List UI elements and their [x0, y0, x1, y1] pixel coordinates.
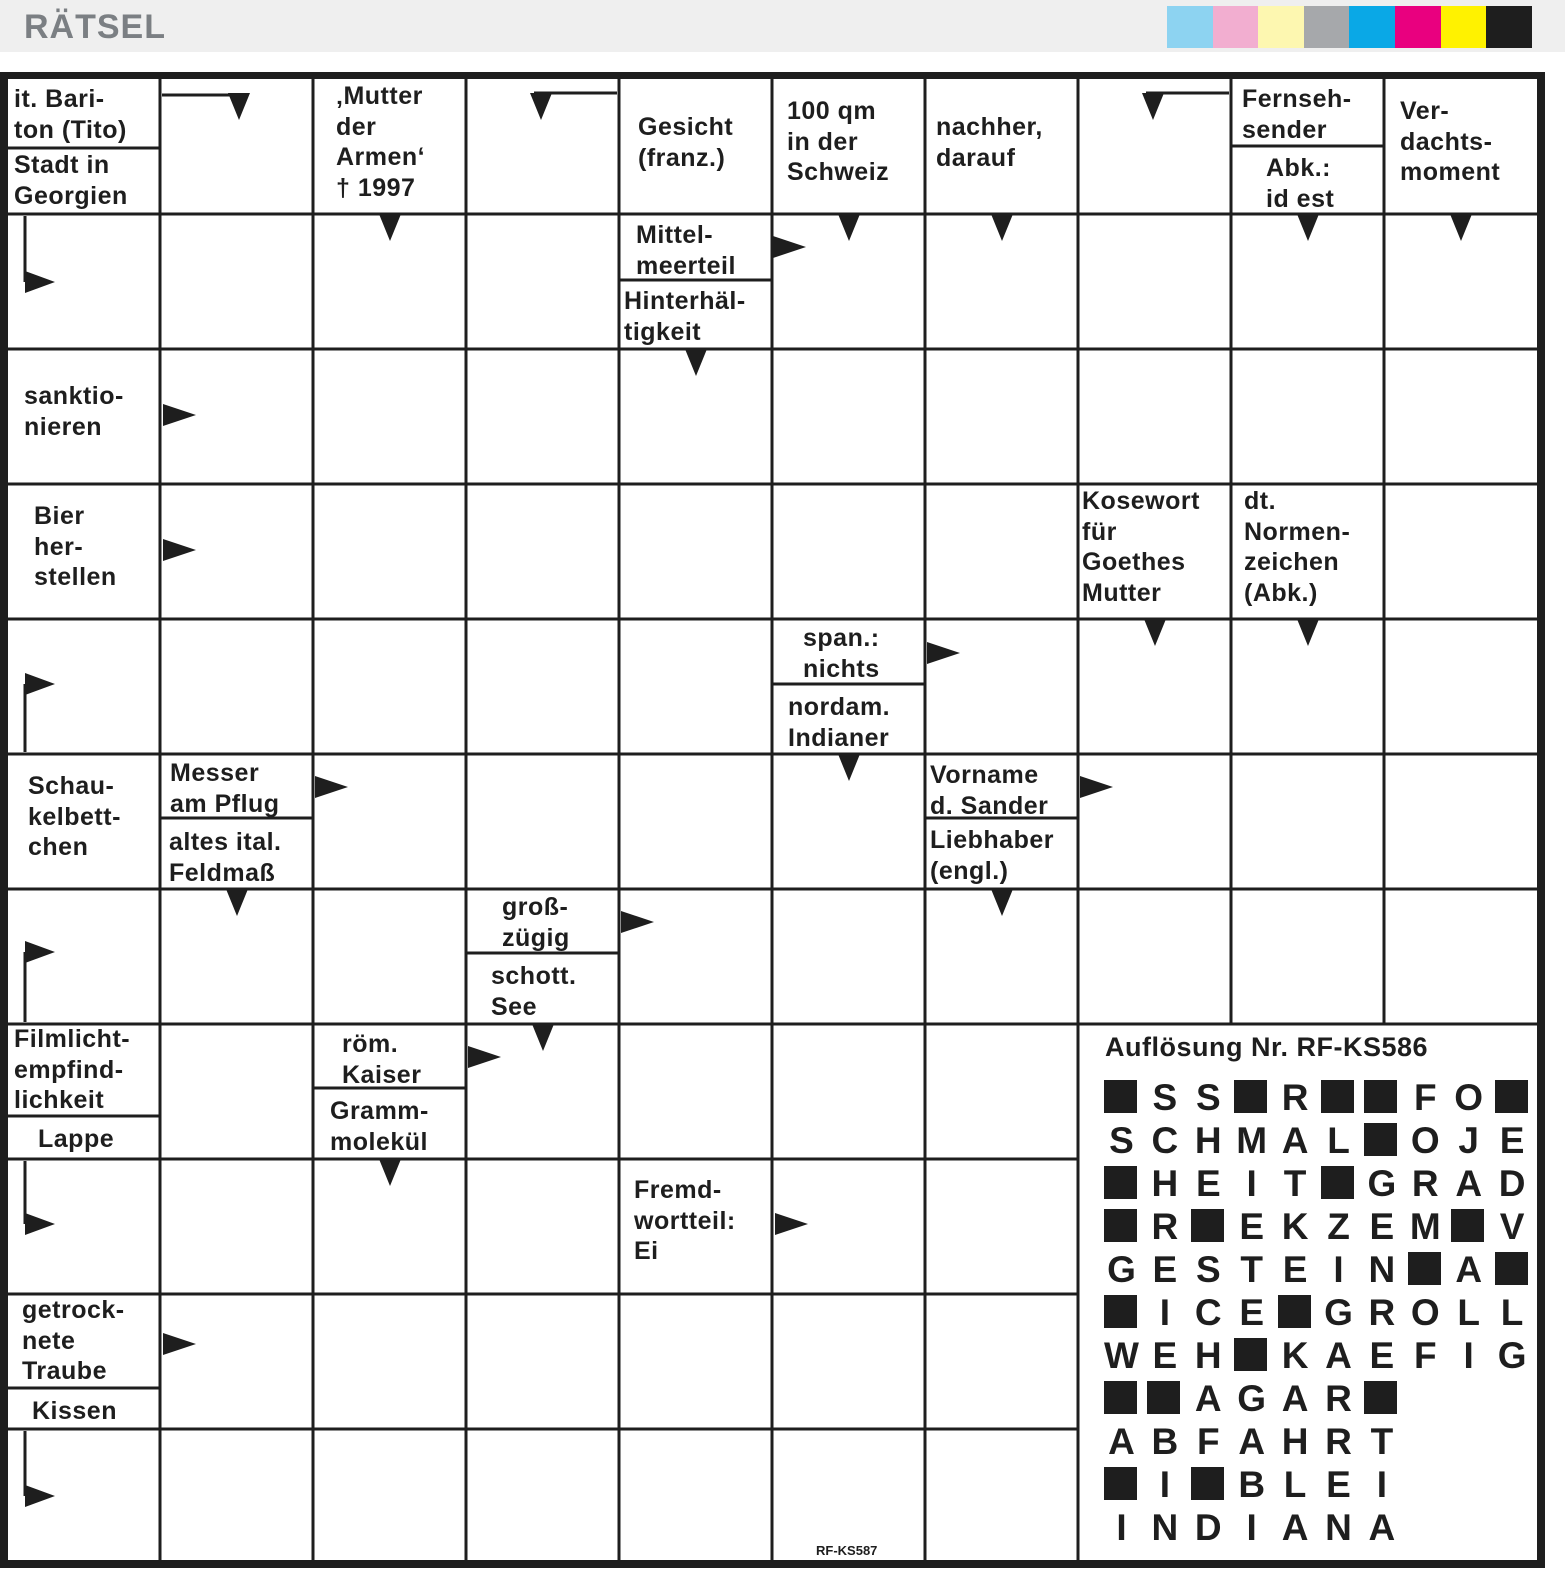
- arrow-down-icon: [838, 214, 860, 241]
- solution-black-square: [1451, 1209, 1484, 1242]
- arrow-down-icon: [1142, 93, 1164, 120]
- solution-letter: H: [1281, 1421, 1309, 1462]
- solution-letter: A: [1194, 1378, 1222, 1419]
- clue-r4c5a: span.: nichts: [803, 624, 880, 683]
- clue-r3c7: Kosewort für Goethes Mutter: [1082, 487, 1200, 607]
- solution-letter: H: [1194, 1335, 1222, 1376]
- arrow-bent-right-icon: [25, 941, 55, 963]
- solution-letter: G: [1107, 1249, 1136, 1290]
- solution-black-square: [1147, 1381, 1180, 1414]
- clue-r8c4: Fremd- wortteil: Ei: [634, 1176, 736, 1265]
- solution-black-square: [1408, 1252, 1441, 1285]
- solution-letter: F: [1413, 1077, 1437, 1118]
- solution-letter: A: [1455, 1163, 1483, 1204]
- solution-letter: I: [1159, 1292, 1171, 1333]
- solution-letter: A: [1238, 1421, 1266, 1462]
- solution-letter: A: [1368, 1507, 1396, 1548]
- puzzle-code: RF-KS587: [816, 1543, 878, 1558]
- clue-r7c2b: Gramm- molekül: [330, 1097, 429, 1156]
- arrow-bent-right-icon: [25, 1485, 55, 1507]
- solution-black-square: [1364, 1123, 1397, 1156]
- arrow-right-icon: [163, 1333, 196, 1355]
- clue-r5c1b: altes ital. Feldmaß: [169, 828, 282, 887]
- solution-letter: O: [1454, 1077, 1484, 1118]
- arrow-right-icon: [927, 642, 960, 664]
- solution-black-square: [1364, 1080, 1397, 1113]
- arrow-right-icon: [1080, 776, 1113, 798]
- solution-letter: K: [1281, 1335, 1309, 1376]
- solution-letter: E: [1239, 1206, 1265, 1247]
- solution-letter: A: [1281, 1378, 1309, 1419]
- solution-letter: O: [1410, 1120, 1440, 1161]
- color-swatch: [1213, 6, 1259, 48]
- solution-letter: M: [1409, 1206, 1441, 1247]
- arrow-right-icon: [163, 404, 196, 426]
- clue-r9c0a: getrock- nete Traube: [22, 1296, 125, 1385]
- solution-letter: L: [1500, 1292, 1524, 1333]
- solution-black-square: [1104, 1467, 1137, 1500]
- arrow-right-icon: [315, 776, 348, 798]
- solution-letter: I: [1463, 1335, 1474, 1376]
- clue-r5c1a: Messer am Pflug: [170, 759, 280, 818]
- solution-letter: I: [1376, 1464, 1388, 1505]
- clue-r5c6a: Vorname d. Sander: [930, 761, 1049, 820]
- solution-black-square: [1234, 1338, 1267, 1371]
- arrow-bent-right-icon: [25, 271, 55, 293]
- solution-letter: I: [1159, 1464, 1171, 1505]
- solution-letter: B: [1238, 1464, 1266, 1505]
- clue-r0c6: nachher, darauf: [936, 113, 1043, 172]
- arrow-down-icon: [379, 214, 401, 241]
- solution-letter: A: [1281, 1507, 1309, 1548]
- solution-letter: L: [1283, 1464, 1307, 1505]
- clue-r0c0a: it. Bari- ton (Tito): [14, 85, 127, 144]
- clue-r7c2a: röm. Kaiser: [342, 1030, 422, 1089]
- solution-letter: O: [1410, 1292, 1440, 1333]
- solution-black-square: [1321, 1080, 1354, 1113]
- solution-letter: E: [1239, 1292, 1265, 1333]
- arrow-down-icon: [1297, 214, 1319, 241]
- solution-letter: G: [1367, 1163, 1397, 1204]
- solution-black-square: [1191, 1467, 1224, 1500]
- clue-r1c4a: Mittel- meerteil: [636, 221, 736, 280]
- solution-letter: E: [1326, 1464, 1351, 1505]
- solution-letter: R: [1281, 1077, 1309, 1118]
- solution-letter: R: [1325, 1421, 1352, 1462]
- color-swatch: [1258, 6, 1304, 48]
- clue-r3c0: Bier her- stellen: [34, 502, 117, 591]
- arrow-down-icon: [685, 349, 707, 376]
- solution-letter: S: [1195, 1077, 1221, 1118]
- arrow-down-icon: [1144, 619, 1166, 646]
- arrow-down-icon: [991, 889, 1013, 916]
- arrow-bent-right-icon: [25, 1213, 55, 1235]
- solution-letter: I: [1246, 1163, 1257, 1204]
- arrow-right-icon: [163, 539, 196, 561]
- solution-letter: A: [1108, 1421, 1135, 1462]
- arrow-right-icon: [468, 1046, 501, 1068]
- clue-r5c0: Schau- kelbett- chen: [28, 772, 121, 861]
- solution-letter: D: [1498, 1163, 1526, 1204]
- solution-black-square: [1104, 1166, 1137, 1199]
- clue-r0c0b: Stadt in Georgien: [14, 151, 128, 210]
- color-swatch: [1304, 6, 1350, 48]
- arrow-down-icon: [532, 1024, 554, 1051]
- solution-black-square: [1278, 1295, 1311, 1328]
- solution-black-square: [1104, 1381, 1137, 1414]
- solution-letter: E: [1282, 1249, 1308, 1290]
- solution-letter: R: [1368, 1292, 1396, 1333]
- clue-r7c0a: Filmlicht- empfind- lichkeit: [14, 1025, 131, 1114]
- clue-r7c0b: Lappe: [38, 1125, 115, 1153]
- solution-letter: E: [1152, 1335, 1178, 1376]
- color-swatch: [1486, 6, 1532, 48]
- solution-letter: J: [1458, 1120, 1479, 1161]
- clue-r0c9: Ver- dachts- moment: [1400, 97, 1501, 186]
- solution-letter: T: [1240, 1249, 1263, 1290]
- solution-letter: H: [1151, 1163, 1179, 1204]
- arrow-bent-right-icon: [25, 673, 55, 695]
- solution-letter: B: [1151, 1421, 1179, 1462]
- color-swatch: [1395, 6, 1441, 48]
- solution-black-square: [1495, 1080, 1528, 1113]
- clue-r0c2: ‚Mutter der Armen‘ † 1997: [336, 82, 426, 202]
- page-title: RÄTSEL: [24, 8, 166, 46]
- clue-r5c6b: Liebhaber (engl.): [930, 826, 1054, 885]
- arrow-down-icon: [1450, 214, 1472, 241]
- solution-black-square: [1364, 1381, 1397, 1414]
- color-swatch: [1441, 6, 1487, 48]
- solution-letter: E: [1195, 1163, 1221, 1204]
- solution-title: Auflösung Nr. RF-KS586: [1105, 1032, 1429, 1062]
- solution-letter: G: [1324, 1292, 1353, 1333]
- solution-letter: N: [1325, 1507, 1352, 1548]
- page-header: [0, 0, 1565, 52]
- arrow-right-icon: [775, 1213, 808, 1235]
- solution-letter: F: [1413, 1335, 1437, 1376]
- solution-letter: A: [1325, 1335, 1352, 1376]
- solution-letter: D: [1194, 1507, 1222, 1548]
- clue-r6c3a: groß- zügig: [502, 893, 570, 952]
- clue-r0c4: Gesicht (franz.): [638, 113, 734, 172]
- solution-black-square: [1321, 1166, 1354, 1199]
- solution-letter: A: [1455, 1249, 1483, 1290]
- solution-letter: R: [1151, 1206, 1179, 1247]
- solution-letter: S: [1109, 1120, 1134, 1161]
- solution-letter: S: [1152, 1077, 1178, 1118]
- solution-letter: I: [1246, 1507, 1257, 1548]
- solution-letter: W: [1104, 1335, 1139, 1376]
- clue-r3c8: dt. Normen- zeichen (Abk.): [1244, 487, 1351, 607]
- solution-letter: Z: [1327, 1206, 1350, 1247]
- solution-letter: F: [1196, 1421, 1220, 1462]
- arrow-down-icon: [228, 93, 250, 120]
- solution-black-square: [1234, 1080, 1267, 1113]
- solution-letter: L: [1327, 1120, 1350, 1161]
- solution-letter: E: [1369, 1335, 1395, 1376]
- clue-r0c8a: Fernseh- sender: [1242, 85, 1352, 144]
- solution-letter: A: [1281, 1120, 1309, 1161]
- solution-letter: C: [1151, 1120, 1179, 1161]
- solution-letter: S: [1195, 1249, 1221, 1290]
- solution-letter: R: [1411, 1163, 1439, 1204]
- solution-letter: E: [1369, 1206, 1395, 1247]
- arrow-right-icon: [621, 911, 654, 933]
- solution-letter: T: [1370, 1421, 1394, 1462]
- arrow-down-icon: [991, 214, 1013, 241]
- solution-letter: T: [1283, 1163, 1307, 1204]
- clue-r1c4b: Hinterhäl- tigkeit: [624, 287, 746, 346]
- solution-black-square: [1104, 1080, 1137, 1113]
- solution-black-square: [1495, 1252, 1528, 1285]
- solution-black-square: [1104, 1209, 1137, 1242]
- solution-letter: M: [1236, 1120, 1268, 1161]
- clue-r6c3b: schott. See: [491, 962, 577, 1021]
- arrow-down-icon: [530, 93, 552, 120]
- arrow-down-icon: [1297, 619, 1319, 646]
- solution-letter: N: [1151, 1507, 1179, 1548]
- clue-r0c5: 100 qm in der Schweiz: [787, 97, 890, 186]
- clue-r2c0: sanktio- nieren: [24, 382, 124, 441]
- solution-letter: I: [1333, 1249, 1344, 1290]
- arrow-right-icon: [773, 236, 806, 258]
- solution-letter: I: [1116, 1507, 1127, 1548]
- solution-letter: G: [1237, 1378, 1267, 1419]
- solution-letter: R: [1325, 1378, 1352, 1419]
- solution-letter: L: [1457, 1292, 1480, 1333]
- solution-letter: E: [1499, 1120, 1525, 1161]
- solution-letter: E: [1152, 1249, 1178, 1290]
- arrow-down-icon: [226, 889, 248, 916]
- solution-letter: V: [1499, 1206, 1525, 1247]
- solution-letter: H: [1194, 1120, 1222, 1161]
- arrow-down-icon: [838, 754, 860, 781]
- arrow-down-icon: [379, 1159, 401, 1186]
- solution-letter: K: [1281, 1206, 1309, 1247]
- color-swatch: [1349, 6, 1395, 48]
- color-swatch: [1167, 6, 1213, 48]
- clue-r0c8b: Abk.: id est: [1266, 154, 1335, 213]
- solution-letter: G: [1497, 1335, 1527, 1376]
- solution-letter: N: [1368, 1249, 1396, 1290]
- clue-r4c5b: nordam. Indianer: [788, 693, 891, 752]
- clue-r9c0b: Kissen: [32, 1397, 117, 1425]
- solution-black-square: [1104, 1295, 1137, 1328]
- solution-letter: C: [1194, 1292, 1222, 1333]
- solution-black-square: [1191, 1209, 1224, 1242]
